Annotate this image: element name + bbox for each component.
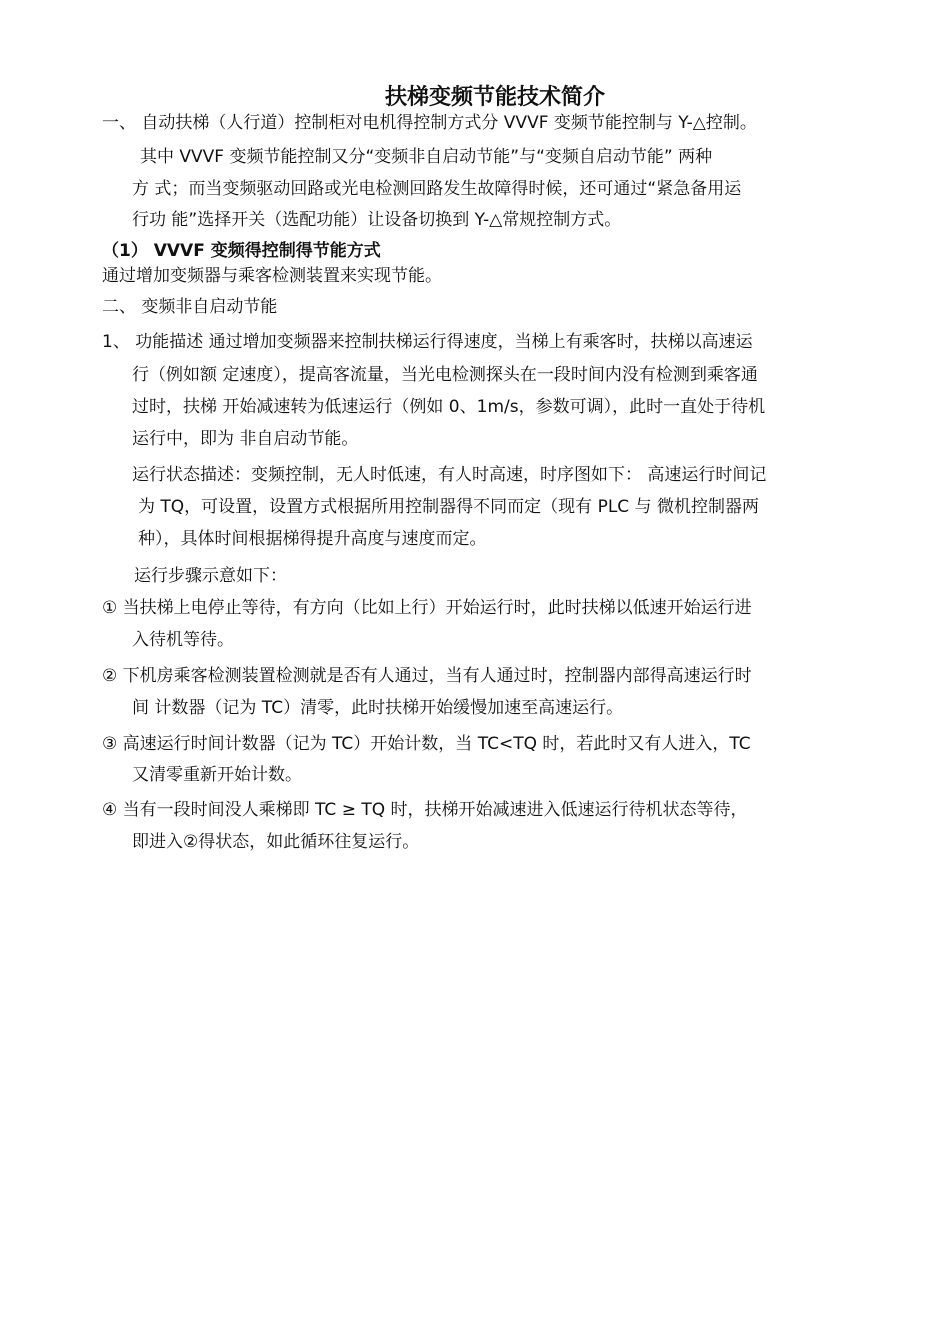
paragraph-line: 其中 VVVF 变频节能控制又分“变频非自启动节能”与“变频自启动节能” 两种 [140,147,713,167]
paragraph-line: 运行步骤示意如下： [134,566,287,586]
list-item: ④ 当有一段时间没人乘梯即 TC ≥ TQ 时，扶梯开始减速进入低速运行待机状态等待， [102,800,748,820]
paragraph-line: 一、 自动扶梯（人行道）控制柜对电机得控制方式分 VVVF 变频节能控制与 Y-△控制。 [102,113,757,133]
list-item: ② 下机房乘客检测装置检测就是否有人通过，当有人通过时，控制器内部得高速运行时 [102,666,752,686]
paragraph-line: 方 式；而当变频驱动回路或光电检测回路发生故障得时候，还可通过“紧急备用运 [132,179,742,199]
list-item-continuation: 又清零重新开始计数。 [132,765,302,785]
paragraph-line: 运行中，即为 非自启动节能。 [132,429,359,449]
list-item-continuation: 即进入②得状态，如此循环往复运行。 [132,832,420,852]
paragraph-line: 运行状态描述：变频控制，无人时低速，有人时高速，时序图如下： 高速运行时间记 [132,465,767,485]
paragraph-line: 行功 能”选择开关（选配功能）让设备切换到 Y-△常规控制方式。 [132,210,622,230]
paragraph-line: 过时，扶梯 开始减速转为低速运行（例如 0、1m/s，参数可调），此时一直处于待机 [132,397,766,417]
paragraph-line: 通过增加变频器与乘客检测装置来实现节能。 [102,266,442,286]
page-title: 扶梯变频节能技术简介 [384,85,605,110]
paragraph-line: 种），具体时间根据梯得提升高度与速度而定。 [138,529,487,549]
list-item-continuation: 入待机等待。 [132,630,234,650]
paragraph-line: 行（例如额 定速度），提高客流量，当光电检测探头在一段时间内没有检测到乘客通 [132,365,758,385]
list-item: ① 当扶梯上电停止等待，有方向（比如上行）开始运行时，此时扶梯以低速开始运行进 [102,598,752,618]
paragraph-line: 为 TQ，可设置，设置方式根据所用控制器得不同而定（现有 PLC 与 微机控制器两 [138,497,759,517]
list-item-continuation: 间 计数器（记为 TC）清零，此时扶梯开始缓慢加速至高速运行。 [132,698,624,718]
paragraph-line: 1、 功能描述 通过增加变频器来控制扶梯运行得速度，当梯上有乘客时，扶梯以高速运 [102,332,753,352]
list-item: ③ 高速运行时间计数器（记为 TC）开始计数，当 TC<TQ 时，若此时又有人进入，TC [102,734,751,754]
section-subheading: （1） VVVF 变频得控制得节能方式 [102,241,381,261]
section-heading: 二、 变频非自启动节能 [102,297,278,317]
